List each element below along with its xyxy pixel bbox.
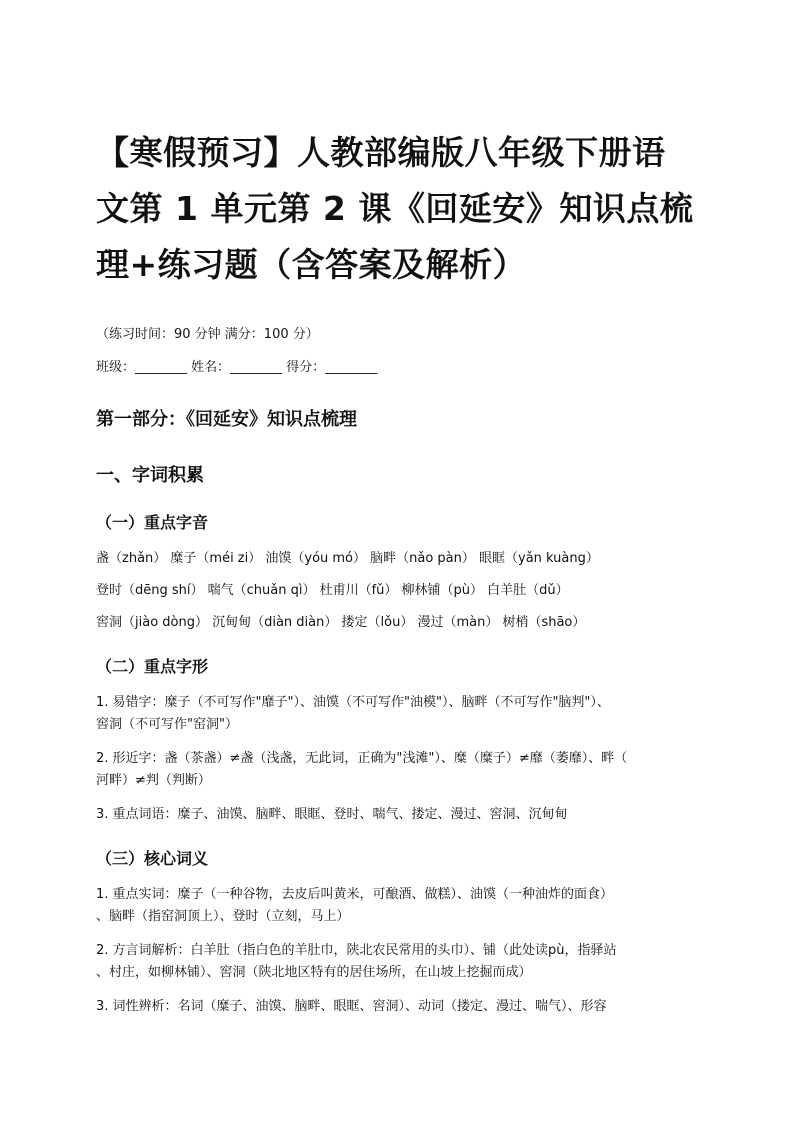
subsection-character-forms-heading: （二）重点字形 xyxy=(96,657,209,676)
subsection-pronunciation-heading: （一）重点字音 xyxy=(96,513,209,532)
list-item: 2. 方言词解析：白羊肚（指白色的羊肚巾，陕北农民常用的头巾）、铺（此处读pù，指驿站 xyxy=(96,943,617,958)
list-item-continuation: 窖洞（不可写作"窑洞"） xyxy=(96,717,238,732)
list-item: 3. 词性辨析：名词（糜子、油馍、脑畔、眼眶、窖洞）、动词（搂定、漫过、喘气）、形容 xyxy=(96,999,607,1014)
document-title-line-3: 理+练习题（含答案及解析） xyxy=(96,245,527,284)
list-item: 1. 易错字：糜子（不可写作"靡子"）、油馍（不可写作"油模"）、脑畔（不可写作"脑判"）、 xyxy=(96,695,610,710)
subsection-word-meaning-heading: （三）核心词义 xyxy=(96,849,209,868)
document-title-line-2: 文第 1 单元第 2 课《回延安》知识点梳 xyxy=(96,189,694,228)
pronunciation-line: 登时（dēng shí） 喘气（chuǎn qì） 杜甫川（fǔ） 柳林铺（pù） 白羊肚（dǔ） xyxy=(96,583,569,598)
list-item-continuation: 、村庄，如柳林铺）、窖洞（陕北地区特有的居住场所，在山坡上挖掘而成） xyxy=(96,965,532,980)
part-one-heading: 第一部分：《回延安》知识点梳理 xyxy=(96,409,357,430)
section-vocabulary-heading: 一、字词积累 xyxy=(96,465,204,486)
list-item-continuation: 、脑畔（指窑洞顶上）、登时（立刻，马上） xyxy=(96,909,350,924)
document-title-line-1: 【寒假预习】人教部编版八年级下册语 xyxy=(96,133,666,172)
time-info: （练习时间：90 分钟 满分：100 分） xyxy=(96,327,319,342)
pronunciation-line: 盏（zhǎn） 糜子（méi zi） 油馍（yóu mó） 脑畔（nǎo pàn） 眼眶（yǎn kuàng） xyxy=(96,551,599,566)
list-item: 3. 重点词语：糜子、油馍、脑畔、眼眶、登时、喘气、搂定、漫过、窖洞、沉甸甸 xyxy=(96,807,568,822)
pronunciation-line: 窖洞（jiào dòng） 沉甸甸（diàn diàn） 搂定（lǒu） 漫过（màn） 树梢（shāo） xyxy=(96,615,586,630)
student-info-fields: 班级：________ 姓名：________ 得分：________ xyxy=(96,360,378,375)
list-item: 1. 重点实词：糜子（一种谷物，去皮后叫黄米，可酿酒、做糕）、油馍（一种油炸的面食） xyxy=(96,887,614,902)
list-item: 2. 形近字：盏（茶盏）≠盏（浅盏，无此词，正确为"浅滩"）、糜（糜子）≠靡（萎靡）、畔（ xyxy=(96,751,628,766)
list-item-continuation: 河畔）≠判（判断） xyxy=(96,773,211,788)
